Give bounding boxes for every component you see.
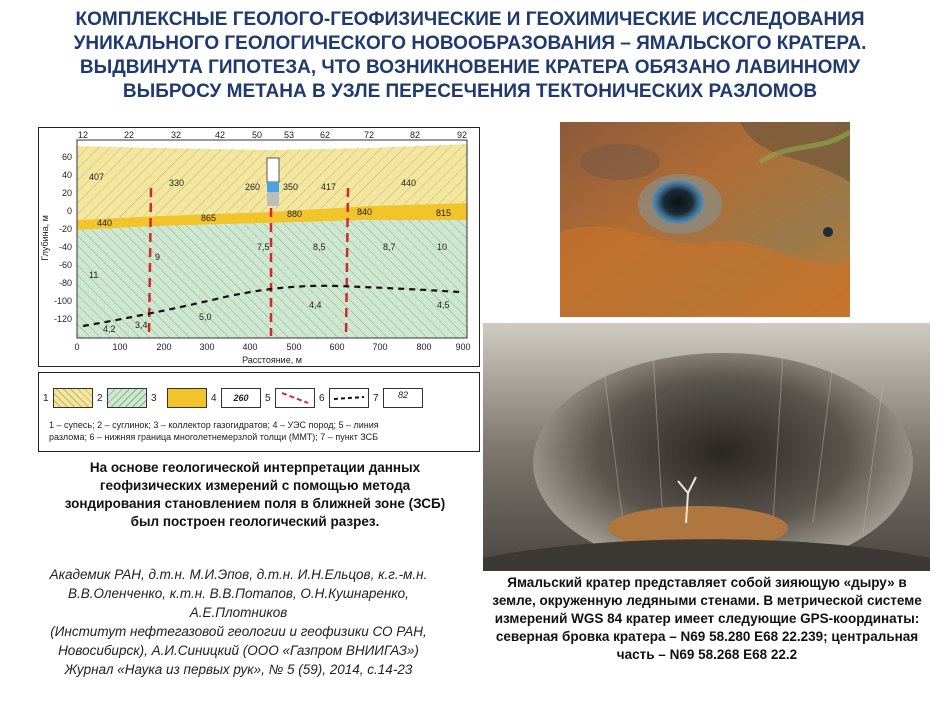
authors-line: А.Е.Плотников bbox=[189, 605, 288, 620]
lower-value: 8,5 bbox=[313, 242, 326, 252]
lower-value: 5,0 bbox=[199, 312, 212, 322]
layer-value: 407 bbox=[89, 172, 105, 182]
authors-line: Академик РАН, д.т.н. М.И.Эпов, д.т.н. И.Н.Ельцов, к.г.-м.н. bbox=[49, 567, 428, 582]
title-line: ВЫБРОСУ МЕТАНА В УЗЛЕ ПЕРЕСЕЧЕНИЯ ТЕКТОНИЧЕСКИХ РАЗЛОМОВ bbox=[122, 81, 818, 102]
lower-value: 8,7 bbox=[383, 242, 396, 252]
legend-number: 6 bbox=[319, 393, 325, 404]
authors-line: В.В.Оленченко, к.т.н. В.В.Потапов, О.Н.Кушнаренко, bbox=[68, 586, 409, 601]
legend-number: 4 bbox=[211, 393, 217, 404]
station-label: 82 bbox=[409, 130, 421, 140]
collector-value: 880 bbox=[287, 209, 303, 219]
station-label: 22 bbox=[123, 130, 135, 140]
x-tick: 200 bbox=[156, 342, 172, 352]
station-label: 50 bbox=[251, 130, 263, 140]
x-tick: 700 bbox=[372, 342, 388, 352]
y-axis-label: Глубина, м bbox=[40, 215, 50, 261]
station-label: 92 bbox=[456, 130, 468, 140]
title-line: КОМПЛЕКСНЫЕ ГЕОЛОГО-ГЕОФИЗИЧЕСКИЕ И ГЕОХИМИЧЕСКИЕ ИССЛЕДОВАНИЯ bbox=[75, 9, 865, 30]
geological-section-svg bbox=[39, 128, 479, 366]
y-tick: -20 bbox=[58, 224, 72, 234]
collector-value: 840 bbox=[357, 207, 373, 217]
lower-value: 4,4 bbox=[309, 300, 322, 310]
authors-line: Журнал «Наука из первых рук», № 5 (59), 2014, с.14-23 bbox=[64, 662, 413, 677]
legend-swatch-sandy-loam bbox=[53, 388, 93, 408]
station-label: 42 bbox=[214, 130, 226, 140]
layer-value: 260 bbox=[245, 182, 261, 192]
x-axis-label: Расстояние, м bbox=[242, 355, 302, 365]
section-caption: На основе геологической интерпретации данных геофизических измерений с помощью метода зондирования становлением поля в ближней зоне (ЗСБ) был построен геологический разрез. bbox=[64, 460, 446, 529]
legend-number: 2 bbox=[97, 393, 103, 404]
x-tick: 400 bbox=[242, 342, 258, 352]
slide-title bbox=[10, 8, 930, 104]
x-tick: 500 bbox=[286, 342, 302, 352]
crater-caption: Ямальский кратер представляет собой зияющую «дыру» в земле, окруженную ледяными стенами. В метрической системе измерений WGS 84 кратер имеет следующие GPS-координаты: северная бровка кратера – N69 58.280 E68 22.239; центральная часть – N69 58.268 E68 22.2 bbox=[492, 575, 922, 662]
y-tick: -80 bbox=[58, 278, 72, 288]
legend-text bbox=[49, 419, 469, 443]
title-line: ВЫДВИНУТА ГИПОТЕЗА, ЧТО ВОЗНИКНОВЕНИЕ КРАТЕРА ОБЯЗАНО ЛАВИННОМУ bbox=[79, 57, 861, 78]
x-tick: 800 bbox=[416, 342, 432, 352]
title-line: УНИКАЛЬНОГО ГЕОЛОГИЧЕСКОГО НОВООБРАЗОВАНИЯ – ЯМАЛЬСКОГО КРАТЕРА. bbox=[73, 33, 867, 54]
authors-citation bbox=[6, 565, 471, 679]
y-tick: -60 bbox=[58, 260, 72, 270]
station-label: 12 bbox=[77, 130, 89, 140]
station-label: 72 bbox=[363, 130, 375, 140]
lower-value: 3,4 bbox=[135, 320, 148, 330]
legend-swatch-loam bbox=[107, 388, 147, 408]
y-tick: 60 bbox=[61, 152, 72, 162]
lower-value: 4,2 bbox=[103, 324, 116, 334]
authors-line: (Институт нефтегазовой геологии и геофизики СО РАН, bbox=[50, 624, 427, 639]
legend-swatch-permafrost bbox=[329, 388, 369, 408]
legend-swatch-fault bbox=[275, 388, 315, 408]
legend-number: 1 bbox=[43, 393, 49, 404]
legend-station-number: 82 bbox=[397, 390, 408, 400]
x-tick: 0 bbox=[74, 342, 80, 352]
legend-text-line: разлома; 6 – нижняя граница многолетнемерзлой толщи (ММТ); 7 – пункт ЗСБ bbox=[49, 432, 379, 442]
crater-interior-photo bbox=[483, 323, 930, 571]
lower-value: 7,5 bbox=[257, 242, 270, 252]
layer-value: 417 bbox=[321, 182, 337, 192]
layer-value: 330 bbox=[169, 178, 185, 188]
layer-value: 350 bbox=[283, 182, 299, 192]
legend-swatch-resistivity: 260 bbox=[221, 388, 261, 408]
collector-value: 815 bbox=[436, 208, 452, 218]
crater-column bbox=[267, 158, 279, 182]
lower-value: 11 bbox=[89, 270, 99, 280]
crater-aerial-photo bbox=[560, 122, 850, 317]
x-tick: 300 bbox=[199, 342, 215, 352]
crater-water bbox=[267, 182, 279, 192]
legend-swatch-collector bbox=[167, 388, 207, 408]
station-label: 53 bbox=[283, 130, 295, 140]
x-tick: 900 bbox=[455, 342, 471, 352]
lower-value: 4,5 bbox=[437, 300, 450, 310]
station-label: 62 bbox=[319, 130, 331, 140]
legend-number: 3 bbox=[151, 393, 157, 404]
legend-swatch-station bbox=[383, 388, 423, 408]
station-label: 32 bbox=[170, 130, 182, 140]
lower-value: 10 bbox=[437, 242, 448, 252]
legend-number: 7 bbox=[373, 393, 379, 404]
y-tick: -40 bbox=[58, 242, 72, 252]
crater-bottom bbox=[267, 192, 279, 206]
authors-line: Новосибирск), А.И.Синицкий (ООО «Газпром ВНИИГАЗ») bbox=[58, 643, 419, 658]
y-tick: 20 bbox=[61, 188, 72, 198]
y-tick: 0 bbox=[66, 206, 72, 216]
legend-number: 5 bbox=[265, 393, 271, 404]
lower-value: 9 bbox=[155, 252, 161, 262]
y-tick: -100 bbox=[53, 296, 72, 306]
y-tick: -120 bbox=[53, 314, 72, 324]
y-tick: 40 bbox=[61, 170, 72, 180]
legend-text-line: 1 – супесь; 2 – суглинок; 3 – коллектор газогидратов; 4 – УЭС пород; 5 – линия bbox=[49, 420, 379, 430]
section-legend bbox=[38, 372, 480, 452]
geological-section-figure bbox=[38, 127, 480, 367]
layer-value: 440 bbox=[401, 178, 417, 188]
collector-value: 440 bbox=[97, 218, 113, 228]
collector-value: 865 bbox=[201, 213, 217, 223]
x-tick: 100 bbox=[112, 342, 128, 352]
x-tick: 600 bbox=[329, 342, 345, 352]
